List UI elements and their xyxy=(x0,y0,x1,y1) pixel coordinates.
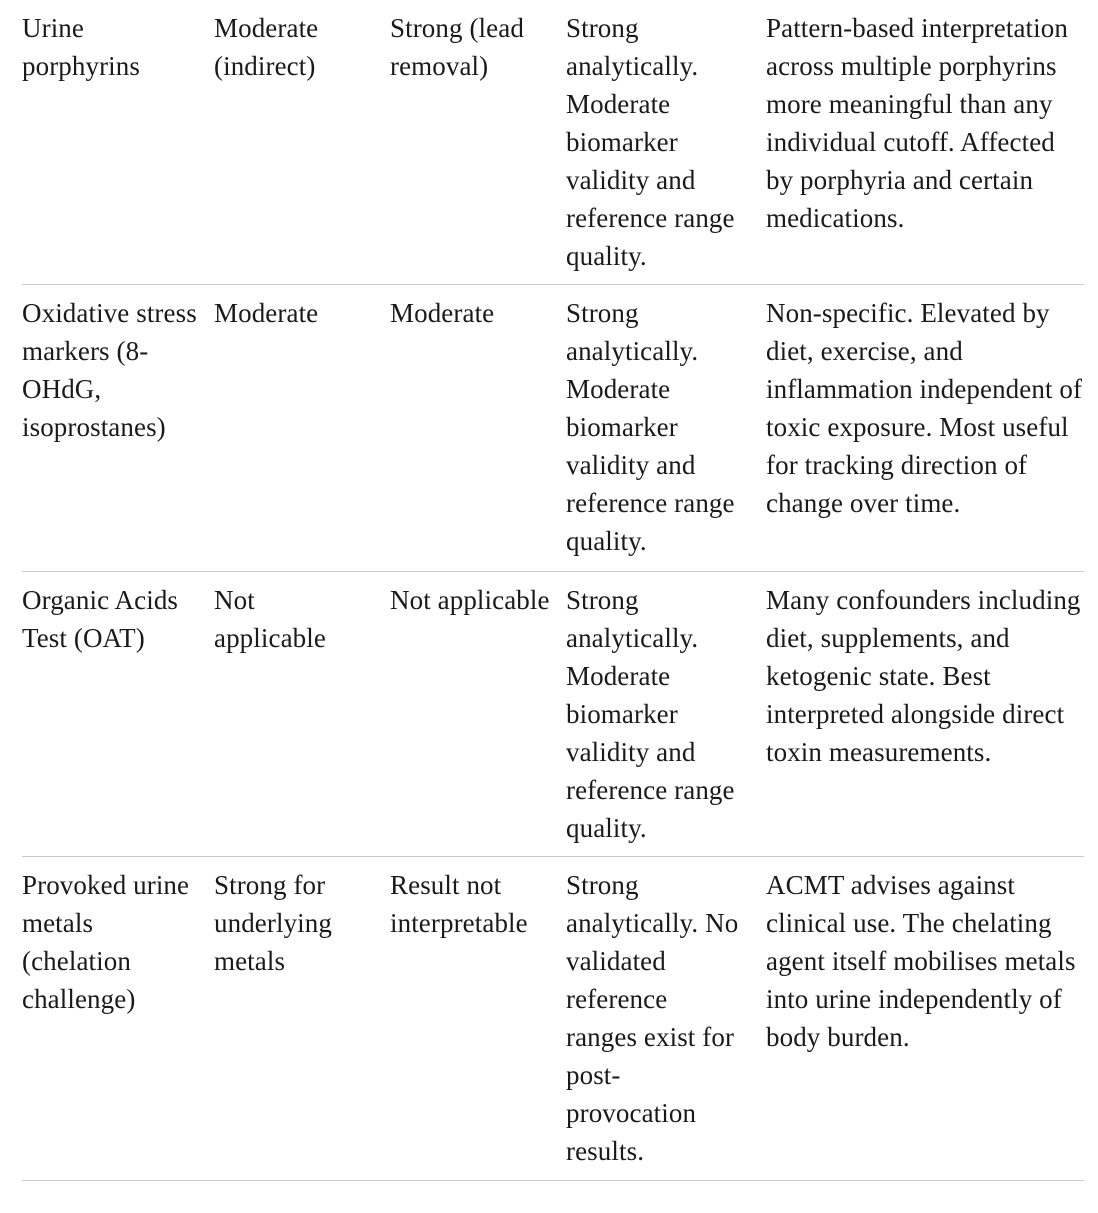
cell-test-name xyxy=(22,0,214,285)
cell-treatment-guidance xyxy=(390,0,566,285)
cell-text: Many confounders including diet, supplements, and ketogenic state. Best interpreted alongside direct toxin measurements. xyxy=(766,585,1081,767)
cell-text: Strong analytically. No validated reference ranges exist for post-provocation results. xyxy=(566,870,739,1166)
table-body xyxy=(22,0,1084,1181)
cell-caveats xyxy=(766,857,1084,1181)
cell-text: ACMT advises against clinical use. The chelating agent itself mobilises metals into urine independently of body burden. xyxy=(766,870,1076,1052)
cell-text: Result not interpretable xyxy=(390,870,528,938)
assay-comparison-table xyxy=(22,0,1084,1181)
cell-analytical-validity xyxy=(566,857,766,1181)
cell-body-burden xyxy=(214,0,390,285)
cell-body-burden xyxy=(214,572,390,857)
cell-text: Provoked urine metals (chelation challenge) xyxy=(22,870,190,1014)
cell-text: Not applicable xyxy=(214,585,326,653)
cell-text: Oxidative stress markers (8-OHdG, isoprostanes) xyxy=(22,298,197,442)
cell-text: Non-specific. Elevated by diet, exercise, and inflammation independent of toxic exposure. Most useful for tracking direction of change over time. xyxy=(766,298,1083,518)
cell-text: Strong analytically. Moderate biomarker validity and reference range quality. xyxy=(566,585,735,843)
cell-test-name xyxy=(22,857,214,1181)
cell-text: Moderate xyxy=(390,298,495,328)
cell-analytical-validity xyxy=(566,285,766,572)
cell-body-burden xyxy=(214,285,390,572)
cell-text: Strong for underlying metals xyxy=(214,870,332,976)
cell-test-name xyxy=(22,285,214,572)
cell-treatment-guidance xyxy=(390,572,566,857)
table-row xyxy=(22,285,1084,572)
table-row xyxy=(22,857,1084,1181)
cell-treatment-guidance xyxy=(390,285,566,572)
cell-text: Urine porphyrins xyxy=(22,13,140,81)
table-row xyxy=(22,572,1084,857)
cell-text: Strong analytically. Moderate biomarker validity and reference range quality. xyxy=(566,298,735,556)
cell-caveats xyxy=(766,572,1084,857)
cell-caveats xyxy=(766,285,1084,572)
cell-text: Organic Acids Test (OAT) xyxy=(22,585,179,653)
cell-text: Strong (lead removal) xyxy=(390,13,524,81)
cell-caveats xyxy=(766,0,1084,285)
cell-analytical-validity xyxy=(566,0,766,285)
cell-body-burden xyxy=(214,857,390,1181)
cell-text: Moderate (indirect) xyxy=(214,13,319,81)
table-row xyxy=(22,0,1084,285)
cell-test-name xyxy=(22,572,214,857)
cell-text: Strong analytically. Moderate biomarker validity and reference range quality. xyxy=(566,13,735,271)
cell-text: Not applicable xyxy=(390,585,550,615)
cell-treatment-guidance xyxy=(390,857,566,1181)
cell-analytical-validity xyxy=(566,572,766,857)
cell-text: Moderate xyxy=(214,298,319,328)
cell-text: Pattern-based interpretation across multiple porphyrins more meaningful than any individual cutoff. Affected by porphyria and certain medications. xyxy=(766,13,1068,233)
